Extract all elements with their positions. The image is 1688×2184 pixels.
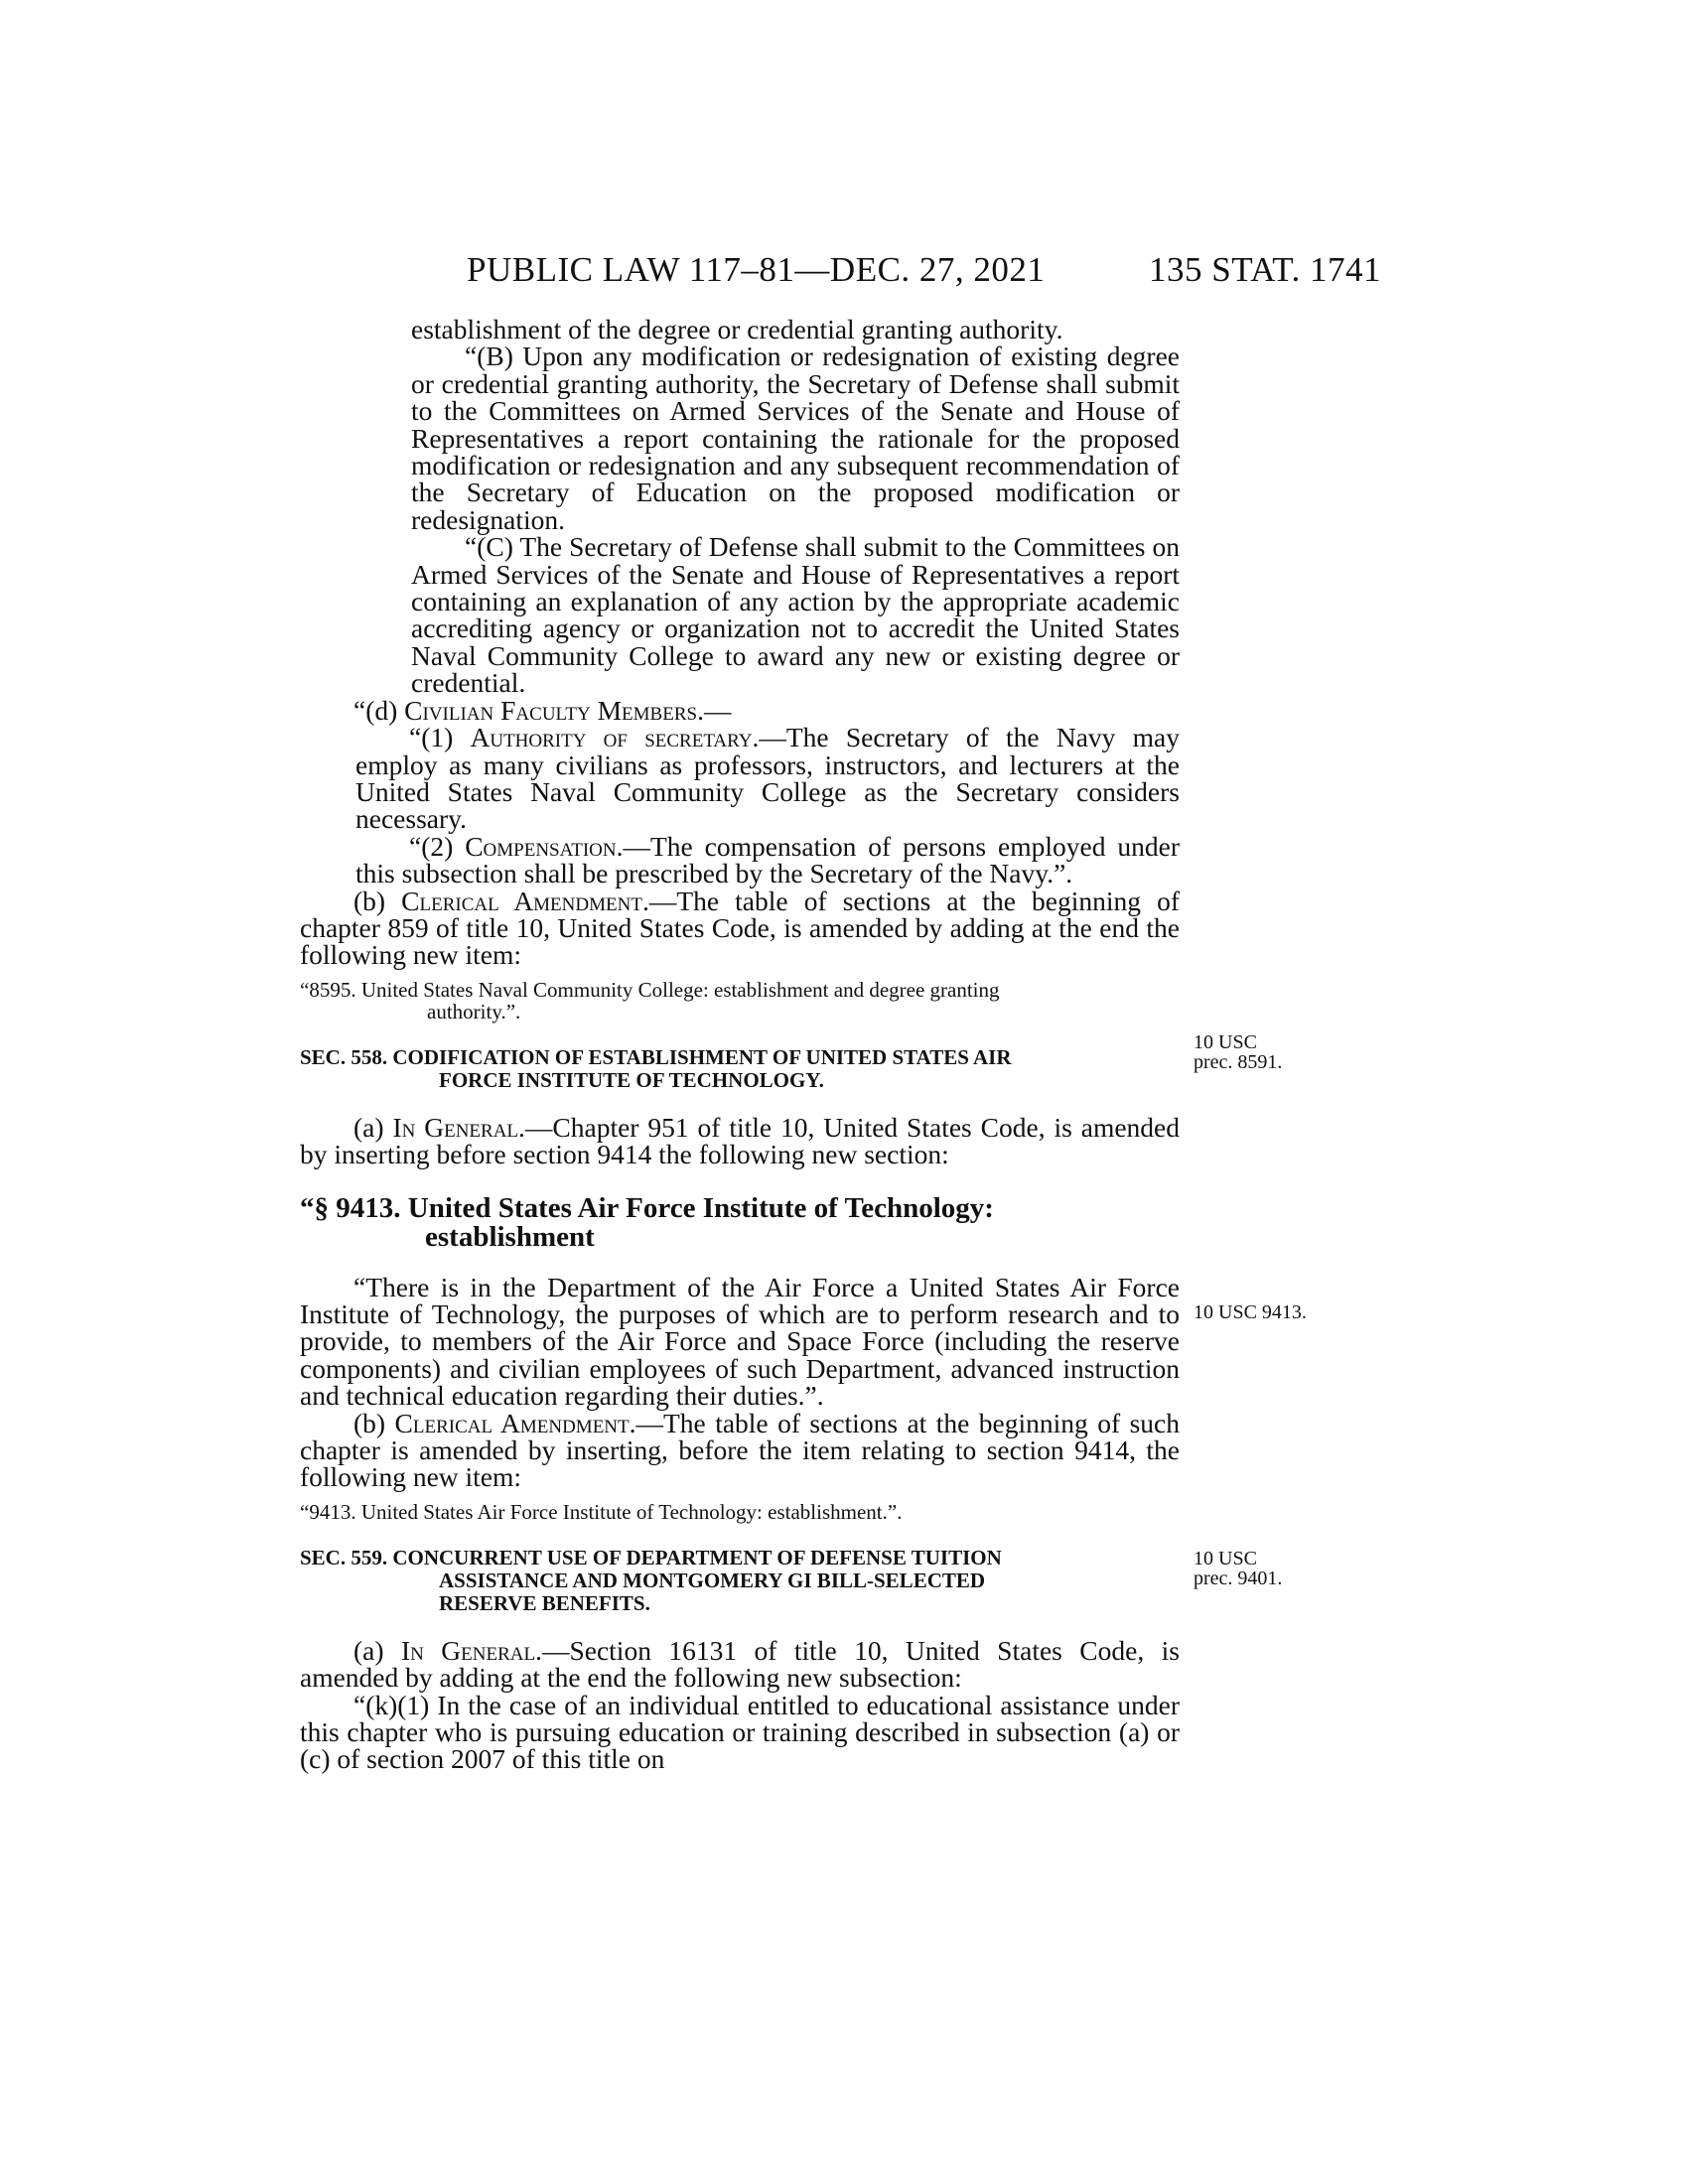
subsection-b-clerical-amendment: (b) Clerical Amendment.—The table of sections at the beginning of chapter 859 of title 10, United States Code, is amended by adding at the end the following new item: <box>300 885 1180 971</box>
paragraph-c-report: “(C) The Secretary of Defense shall submit to the Committees on Armed Services of the Senate and House of Representatives a report containing an explanation of any action by the appropriate academic accrediting agency or organization not to accredit the United States Naval Community College to award any new or existing degree or credential. <box>411 531 1180 699</box>
margin-note-prec-9401: 10 USC prec. 9401. <box>1194 1548 1283 1589</box>
margin-note-prec-8591: 10 USC prec. 8591. <box>1194 1031 1283 1073</box>
section-558-heading: SEC. 558. CODIFICATION OF ESTABLISHMENT OF UNITED STATES AIR FORCE INSTITUTE OF TECHNOLOGY. <box>300 1044 1012 1092</box>
running-header-stat-page: 135 STAT. 1741 <box>1149 250 1381 289</box>
paragraph-k-1: “(k)(1) In the case of an individual entitled to educational assistance under this chapter who is pursuing education or training described in subsection (a) or (c) of section 2007 of this title on <box>300 1689 1180 1775</box>
margin-note-9413: 10 USC 9413. <box>1194 1301 1307 1323</box>
paragraph-air-force-institute: “There is in the Department of the Air Force a United States Air Force Institute of Technology, the purposes of which are to perform research and to provide, to members of the Air Force and Space Force (including the reserve components) and civilian employees of such Department, advanced instruction and technical education regarding their duties.”. <box>300 1271 1180 1412</box>
subsection-b-clerical-amendment-558: (b) Clerical Amendment.—The table of sections at the beginning of such chapter is amended by inserting, before the item relating to section 9414, the following new item: <box>300 1407 1180 1493</box>
subsection-a-in-general-559: (a) In General.—Section 16131 of title 10, United States Code, is amended by adding at the end the following new subsection: <box>300 1634 1181 1694</box>
paragraph-establishment-continued: establishment of the degree or credential granting authority. <box>411 314 1063 344</box>
running-header-public-law: PUBLIC LAW 117–81—DEC. 27, 2021 <box>467 250 1046 289</box>
section-559-heading: SEC. 559. CONCURRENT USE OF DEPARTMENT OF DEFENSE TUITION ASSISTANCE AND MONTGOMERY GI BILL-SELECTED RESERVE BENEFITS. <box>300 1545 1002 1615</box>
table-item-9413: “9413. United States Air Force Institute of Technology: establishment.”. <box>300 1499 903 1524</box>
paragraph-1-authority: “(1) Authority of secretary.—The Secretary of the Navy may employ as many civilians as professors, instructors, and lecturers at the United States Naval Community College as the Secretary considers necessary. <box>355 722 1180 835</box>
table-item-8595: “8595. United States Naval Community College: establishment and degree granting authority.”. <box>300 977 1000 1024</box>
document-body <box>300 316 1180 1773</box>
paragraph-b-modification: “(B) Upon any modification or redesignation of existing degree or credential granting authority, the Secretary of Defense shall submit to the Committees on Armed Services of the Senate and House of Representatives a report containing the rationale for the proposed modification or redesignation and any subsequent recommendation of the Secretary of Education on the proposed modification or redesignation. <box>411 341 1180 535</box>
subsection-a-in-general-558: (a) In General.—Chapter 951 of title 10, United States Code, is amended by inserting before section 9414 the following new section: <box>300 1111 1180 1170</box>
section-9413-heading: “§ 9413. United States Air Force Institute of Technology: establishment <box>300 1191 994 1253</box>
paragraph-2-compensation: “(2) Compensation.—The compensation of persons employed under this subsection shall be prescribed by the Secretary of the Navy.”. <box>355 830 1180 889</box>
subsection-d-civilian-faculty: “(d) Civilian Faculty Members.— <box>353 694 732 726</box>
